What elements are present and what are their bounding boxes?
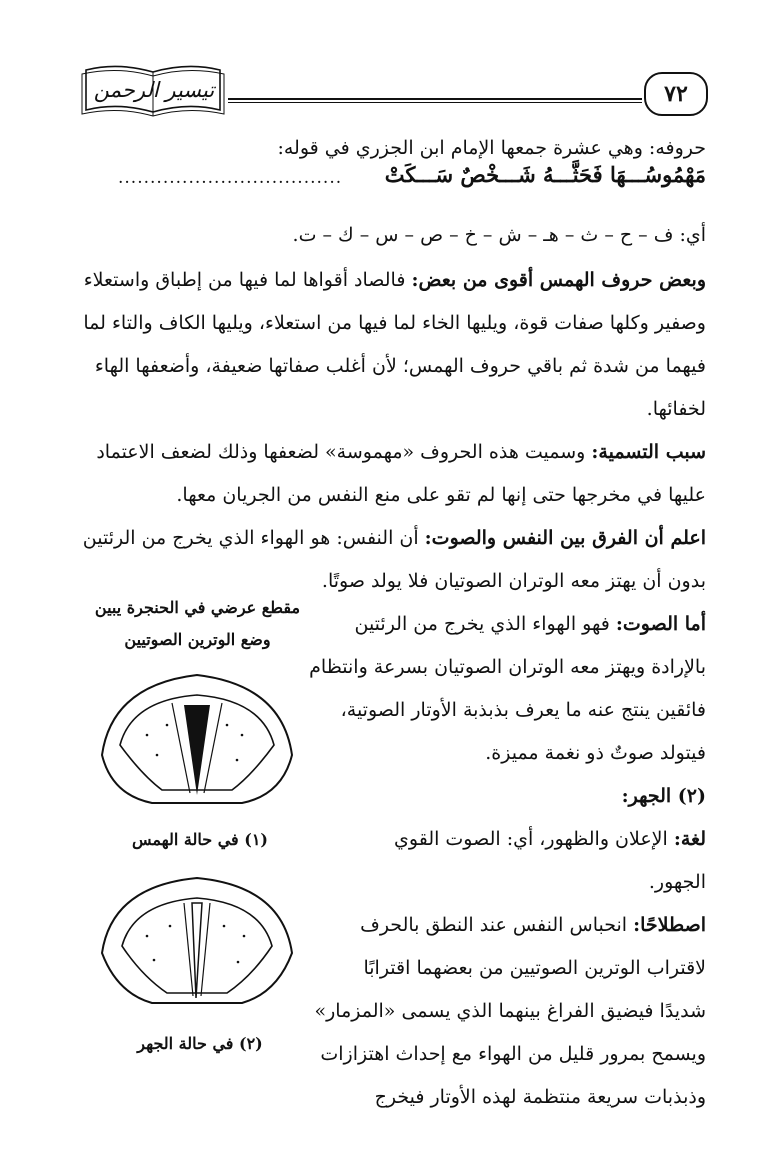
figure-caption-voiced: (٢) في حالة الجهر — [137, 1034, 263, 1053]
jahr-lugha-text: الإعلان والظهور، أي: الصوت القوي — [394, 828, 668, 850]
difference-line-2: بدون أن يهتز معه الوتران الصوتيان فلا يولد صوتًا. — [321, 570, 706, 592]
naming-line-1 — [96, 439, 706, 465]
strength-line-3: فيهما من شدة ثم باقي حروف الهمس؛ لأن أغلب صفاتها ضعيفة، وأضعفها الهاء — [94, 355, 706, 377]
difference-text-1: أن النفس: هو الهواء الذي يخرج من الرئتين — [82, 527, 419, 549]
strength-line-4: لخفائها. — [646, 398, 706, 420]
page-number: ٧٢ — [644, 72, 708, 116]
sound-lead: أما الصوت: — [615, 613, 706, 635]
strength-line-1 — [84, 267, 706, 293]
intro-line — [277, 135, 706, 161]
figure-title-2: وضع الوترين الصوتيين — [124, 630, 271, 649]
letters-line: أي: ف – ح – ث – هـ – ش – خ – ص – س – ك – ت. — [292, 224, 706, 246]
jahr-lugha-line-1 — [394, 826, 706, 852]
jahr-istilah-line-1 — [360, 912, 706, 938]
poem-dots: ................................... — [118, 168, 343, 188]
poem-verse: مَهْمُوسُـــهَا فَحَثَّـــهُ شَـــخْصٌ سَـــكَتْ — [384, 162, 706, 187]
difference-lead: اعلم أن الفرق بين النفس والصوت: — [424, 527, 706, 549]
strength-lead: وبعض حروف الهمس أقوى من بعض: — [411, 269, 706, 291]
jahr-istilah-line-3: شديدًا فيضيق الفراغ بينهما الذي يسمى «المزمار» — [314, 1000, 706, 1022]
difference-line-1 — [83, 525, 706, 551]
jahr-istilah-line-5: وذبذبات سريعة منتظمة لهذه الأوتار فيخرج — [374, 1086, 706, 1108]
figure-title-1: مقطع عرضي في الحنجرة يبين — [94, 598, 301, 617]
sound-line-3: فائقين ينتج عنه ما يعرف بذبذبة الأوتار الصوتية، — [340, 699, 706, 721]
naming-text-1: وسميت هذه الحروف «مهموسة» لضعفها وذلك لضعف الاعتماد — [96, 441, 586, 463]
naming-line-2: عليها في مخرجها حتى إنها لم تقو على منع النفس من الجريان معها. — [176, 484, 706, 506]
jahr-lugha-lead: لغة: — [673, 828, 706, 850]
intro-text: حروفه: وهي عشرة جمعها الإمام ابن الجزري في قوله: — [277, 137, 706, 159]
page-header — [78, 60, 708, 118]
sound-text-1: فهو الهواء الذي يخرج من الرئتين — [354, 613, 610, 635]
book-title: تيسير الرحمن — [93, 78, 215, 102]
jahr-heading: (٢) الجهر: — [621, 785, 706, 807]
jahr-istilah-line-2: لاقتراب الوترين الصوتيين من بعضهما اقترابًا — [363, 957, 706, 979]
jahr-lugha-line-2: الجهور. — [648, 871, 706, 893]
sound-line-4: فيتولد صوتٌ ذو نغمة مميزة. — [485, 742, 706, 764]
header-rule — [228, 98, 642, 100]
header-rule-thin — [228, 102, 642, 103]
jahr-istilah-line-4: ويسمح بمرور قليل من الهواء مع إحداث اهتزازات — [320, 1043, 706, 1065]
larynx-whisper-illustration — [92, 665, 302, 810]
larynx-voiced-illustration — [92, 868, 302, 1013]
strength-text-1: فالصاد أقواها لما فيها من إطباق واستعلاء — [83, 269, 406, 291]
strength-line-2: وصفير وكلها صفات قوة، ويليها الخاء لما فيها من استعلاء، ويليها الكاف والتاء لما — [83, 312, 706, 334]
sound-line-1 — [354, 611, 706, 637]
naming-lead: سبب التسمية: — [591, 441, 706, 463]
figure-caption-whisper: (١) في حالة الهمس — [132, 830, 268, 849]
jahr-istilah-lead: اصطلاحًا: — [633, 914, 706, 936]
jahr-istilah-text: انحباس النفس عند النطق بالحرف — [360, 914, 628, 936]
sound-line-2: بالإرادة ويهتز معه الوتران الصوتيان بسرعة وانتظام — [309, 656, 706, 678]
